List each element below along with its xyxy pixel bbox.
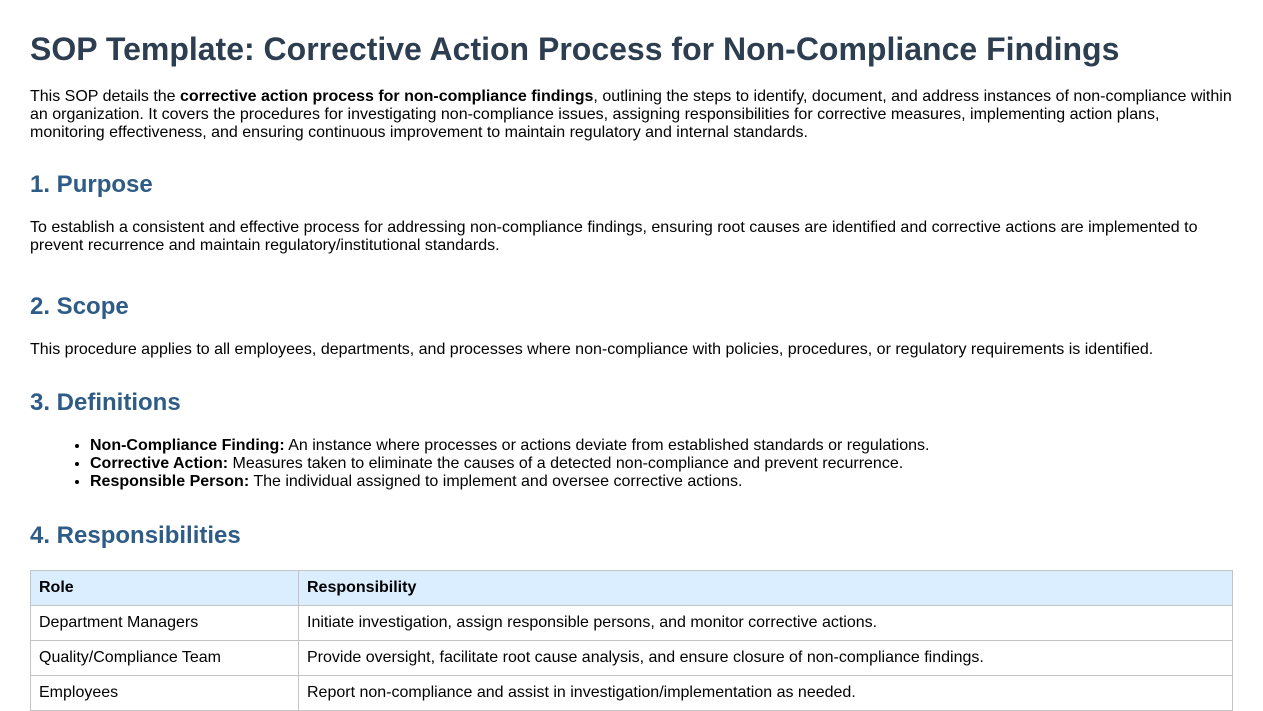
responsibilities-heading: 4. Responsibilities bbox=[30, 522, 241, 549]
page-title: SOP Template: Corrective Action Process for Non-Compliance Findings bbox=[30, 31, 1120, 67]
definition-term: Non-Compliance Finding: bbox=[90, 437, 285, 454]
definition-term: Responsible Person: bbox=[90, 473, 250, 490]
definitions-heading: 3. Definitions bbox=[30, 389, 181, 416]
role-cell: Quality/Compliance Team bbox=[31, 641, 299, 676]
definition-item bbox=[90, 455, 1233, 473]
role-cell: Department Managers bbox=[31, 606, 299, 641]
definition-description: The individual assigned to implement and oversee corrective actions. bbox=[249, 473, 743, 490]
purpose-text: To establish a consistent and effective process for addressing non-compliance findings, ensuring root causes are identified and corrective actions are implemented to prevent recurrence and maintain regulatory/institutional standards. bbox=[30, 219, 1198, 254]
column-header-role: Role bbox=[31, 571, 299, 606]
responsibilities-table bbox=[30, 570, 1233, 711]
table-header-row bbox=[31, 571, 1233, 606]
table-row bbox=[31, 606, 1233, 641]
column-header-responsibility: Responsibility bbox=[299, 571, 1233, 606]
intro-bold-phrase: corrective action process for non-compliance findings bbox=[180, 88, 594, 105]
intro-text-end: , outlining the steps to identify, document, and address instances of non-compliance within an organization. It covers the procedures for investigating non-compliance issues, assigning responsibilities for corrective measures, implementing action plans, monitoring effectiveness, and ensuring continuous improvement to maintain regulatory and internal standards. bbox=[30, 88, 1232, 141]
definition-item bbox=[90, 473, 1233, 491]
responsibility-cell: Report non-compliance and assist in investigation/implementation as needed. bbox=[299, 676, 1233, 711]
responsibility-cell: Provide oversight, facilitate root cause analysis, and ensure closure of non-compliance findings. bbox=[299, 641, 1233, 676]
scope-heading: 2. Scope bbox=[30, 293, 129, 320]
intro-text-start: This SOP details the bbox=[30, 88, 180, 105]
purpose-heading: 1. Purpose bbox=[30, 171, 153, 198]
definition-term: Corrective Action: bbox=[90, 455, 229, 472]
role-cell: Employees bbox=[31, 676, 299, 711]
definitions-list bbox=[30, 437, 1233, 491]
definition-description: An instance where processes or actions deviate from established standards or regulations. bbox=[284, 437, 930, 454]
definition-item bbox=[90, 437, 1233, 455]
intro-paragraph bbox=[30, 88, 1233, 142]
table-row bbox=[31, 641, 1233, 676]
scope-text: This procedure applies to all employees, departments, and processes where non-compliance with policies, procedures, or regulatory requirements is identified. bbox=[30, 341, 1154, 358]
responsibility-cell: Initiate investigation, assign responsible persons, and monitor corrective actions. bbox=[299, 606, 1233, 641]
definition-description: Measures taken to eliminate the causes of a detected non-compliance and prevent recurrence. bbox=[228, 455, 904, 472]
table-row bbox=[31, 676, 1233, 711]
